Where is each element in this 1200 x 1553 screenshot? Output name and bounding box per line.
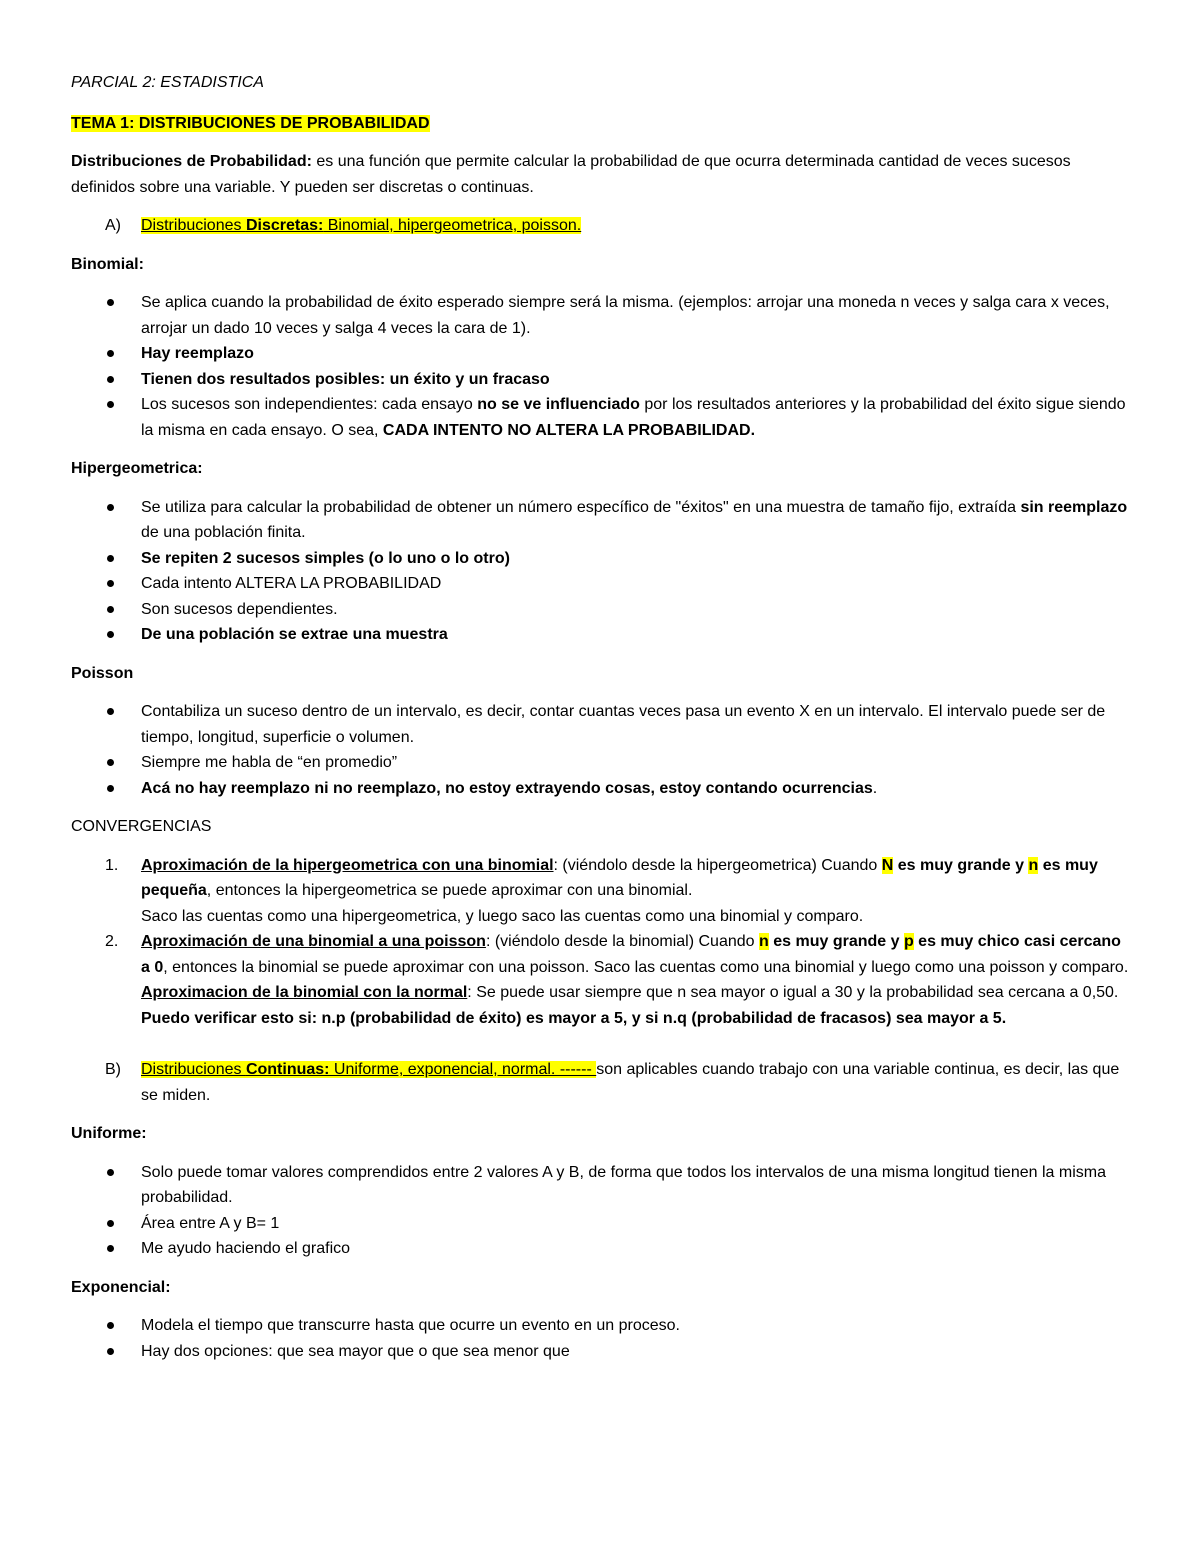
section-a-marker: A)	[105, 217, 121, 234]
convergencias-list	[71, 853, 1131, 1032]
poisson-heading: Poisson	[71, 664, 134, 682]
uniforme-heading: Uniforme:	[71, 1125, 147, 1142]
list-item: Son sucesos dependientes.	[71, 597, 1131, 623]
list-item: Modela el tiempo que transcurre hasta que ocurre un evento en un proceso.	[71, 1313, 1131, 1339]
list-item: Se aplica cuando la probabilidad de éxito esperado siempre será la misma. (ejemplos: arrojar una moneda n veces y salga cara x veces, arrojar un dado 10 veces y salga 4 veces la cara de 1).	[71, 290, 1131, 341]
list-item-text: : (viéndolo desde la binomial) Cuando	[485, 933, 759, 950]
list-item-text: de una población finita.	[141, 524, 306, 541]
list-item: Solo puede tomar valores comprendidos entre 2 valores A y B, de forma que todos los intervalos de una misma longitud tienen la misma probabilidad.	[71, 1160, 1131, 1211]
list-item	[71, 495, 1131, 546]
list-item	[71, 392, 1131, 443]
intro-term: Distribuciones de Probabilidad:	[71, 153, 312, 170]
list-item-text: , entonces la binomial se puede aproximar con una poisson. Saco las cuentas como una binomial y luego como una poisson y comparo.	[163, 958, 1129, 976]
hipergeometrica-heading: Hipergeometrica:	[71, 460, 203, 477]
binomial-heading: Binomial:	[71, 255, 144, 273]
convergencias-heading: CONVERGENCIAS	[71, 818, 212, 835]
list-item-bold: es muy grande y	[768, 933, 904, 950]
list-item-bold: Aproximación de una binomial a una poisson	[141, 933, 486, 950]
list-item-bold: Aproximación de la hipergeometrica con una binomial	[141, 856, 554, 874]
list-item-bold: Acá no hay reemplazo ni no reemplazo, no estoy extrayendo cosas, estoy contando ocurrencias	[141, 779, 873, 797]
list-item-bold: sin reemplazo	[1020, 498, 1128, 516]
list-item-text: .	[872, 779, 878, 797]
list-item: Siempre me habla de “en promedio”	[71, 750, 1131, 776]
list-item: Se repiten 2 sucesos simples (o lo uno o lo otro)	[71, 546, 1131, 572]
list-item: Cada intento ALTERA LA PROBABILIDAD	[71, 571, 1131, 597]
list-item: Área entre A y B= 1	[71, 1211, 1131, 1237]
list-item-bold: es muy chico casi cercano a 0	[141, 933, 1121, 976]
section-a-title-part3: Binomial, hipergeometrica, poisson.	[323, 217, 582, 234]
list-item: De una población se extrae una muestra	[71, 622, 1131, 648]
list-item-text: Saco las cuentas como una hipergeometrica, y luego saco las cuentas como una binomial y comparo.	[141, 907, 864, 925]
exponencial-list	[71, 1313, 1131, 1364]
list-item	[71, 853, 1131, 930]
intro-text: es una función que permite calcular la probabilidad de que ocurra determinada cantidad de veces sucesos definidos sobre una variable. Y pueden ser discretas o continuas.	[71, 153, 1071, 196]
list-number: 2.	[105, 933, 119, 950]
topic-heading	[71, 111, 1131, 137]
list-item-text: , entonces la hipergeometrica se puede aproximar con una binomial.	[206, 882, 693, 899]
hipergeometrica-list	[71, 495, 1131, 648]
document-body	[71, 70, 1131, 1377]
highlight-p: p	[903, 933, 914, 950]
list-item-bold: es muy grande y	[893, 856, 1029, 874]
highlight-n: n	[759, 933, 769, 950]
list-number: 1.	[105, 856, 119, 874]
list-item: Me ayudo haciendo el grafico	[71, 1236, 1131, 1262]
list-item-bold: es muy pequeña	[141, 856, 1098, 899]
section-b-title-part1: Distribuciones	[141, 1061, 246, 1078]
uniforme-list	[71, 1160, 1131, 1262]
list-item-text: Se utiliza para calcular la probabilidad de obtener un número específico de "éxitos" en una muestra de tamaño fijo, extraída	[141, 498, 1021, 516]
list-item: Hay reemplazo	[71, 341, 1131, 367]
list-item-bold: CADA INTENTO NO ALTERA LA PROBABILIDAD.	[382, 421, 756, 439]
exponencial-heading: Exponencial:	[71, 1278, 171, 1296]
list-item: Hay dos opciones: que sea mayor que o que sea menor que	[71, 1339, 1131, 1365]
section-b-title	[141, 1061, 596, 1078]
section-a-heading	[71, 213, 1131, 239]
section-b-heading	[71, 1057, 1131, 1108]
list-item: Tienen dos resultados posibles: un éxito y un fracaso	[71, 367, 1131, 393]
highlight-n: n	[1028, 856, 1039, 874]
poisson-list	[71, 699, 1131, 801]
section-b-marker: B)	[105, 1061, 121, 1078]
list-item-text: : Se puede usar siempre que n sea mayor o igual a 30 y la probabilidad sea cercana a 0,50.	[467, 984, 1119, 1001]
section-a-title-part1: Distribuciones	[141, 217, 246, 234]
section-a-title	[141, 217, 581, 234]
section-b-title-part2: Continuas:	[245, 1061, 330, 1078]
list-item-bold: Aproximacion de la binomial con la normal	[141, 984, 468, 1001]
list-item-text: por los resultados anteriores y la probabilidad del éxito sigue siendo la misma en cada ensayo. O sea,	[141, 396, 1126, 439]
section-b-rest: son aplicables cuando trabajo con una variable continua, es decir, las que se miden.	[141, 1061, 1120, 1104]
list-item	[71, 929, 1131, 1031]
intro-paragraph	[71, 149, 1131, 200]
list-item-text: Los sucesos son independientes: cada ensayo	[141, 396, 478, 413]
section-b-title-part3: Uniforme, exponencial, normal. ------	[329, 1061, 597, 1078]
list-item-text: : (viéndolo desde la hipergeometrica) Cuando	[553, 856, 882, 874]
highlight-N: N	[881, 856, 894, 874]
document-title: PARCIAL 2: ESTADISTICA	[71, 74, 264, 91]
list-item-bold: Puedo verificar esto si: n.p (probabilidad de éxito) es mayor a 5, y si n.q (probabilidad de fracasos) sea mayor a 5.	[141, 1009, 1007, 1027]
topic-heading-text: TEMA 1: DISTRIBUCIONES DE PROBABILIDAD	[71, 114, 430, 132]
list-item: Contabiliza un suceso dentro de un intervalo, es decir, contar cuantas veces pasa un evento X en un intervalo. El intervalo puede ser de tiempo, longitud, superficie o volumen.	[71, 699, 1131, 750]
list-item-bold: no se ve influenciado	[477, 396, 640, 413]
section-a-title-part2: Discretas:	[245, 217, 324, 234]
spacer	[71, 1044, 1131, 1057]
list-item	[71, 776, 1131, 802]
binomial-list	[71, 290, 1131, 443]
